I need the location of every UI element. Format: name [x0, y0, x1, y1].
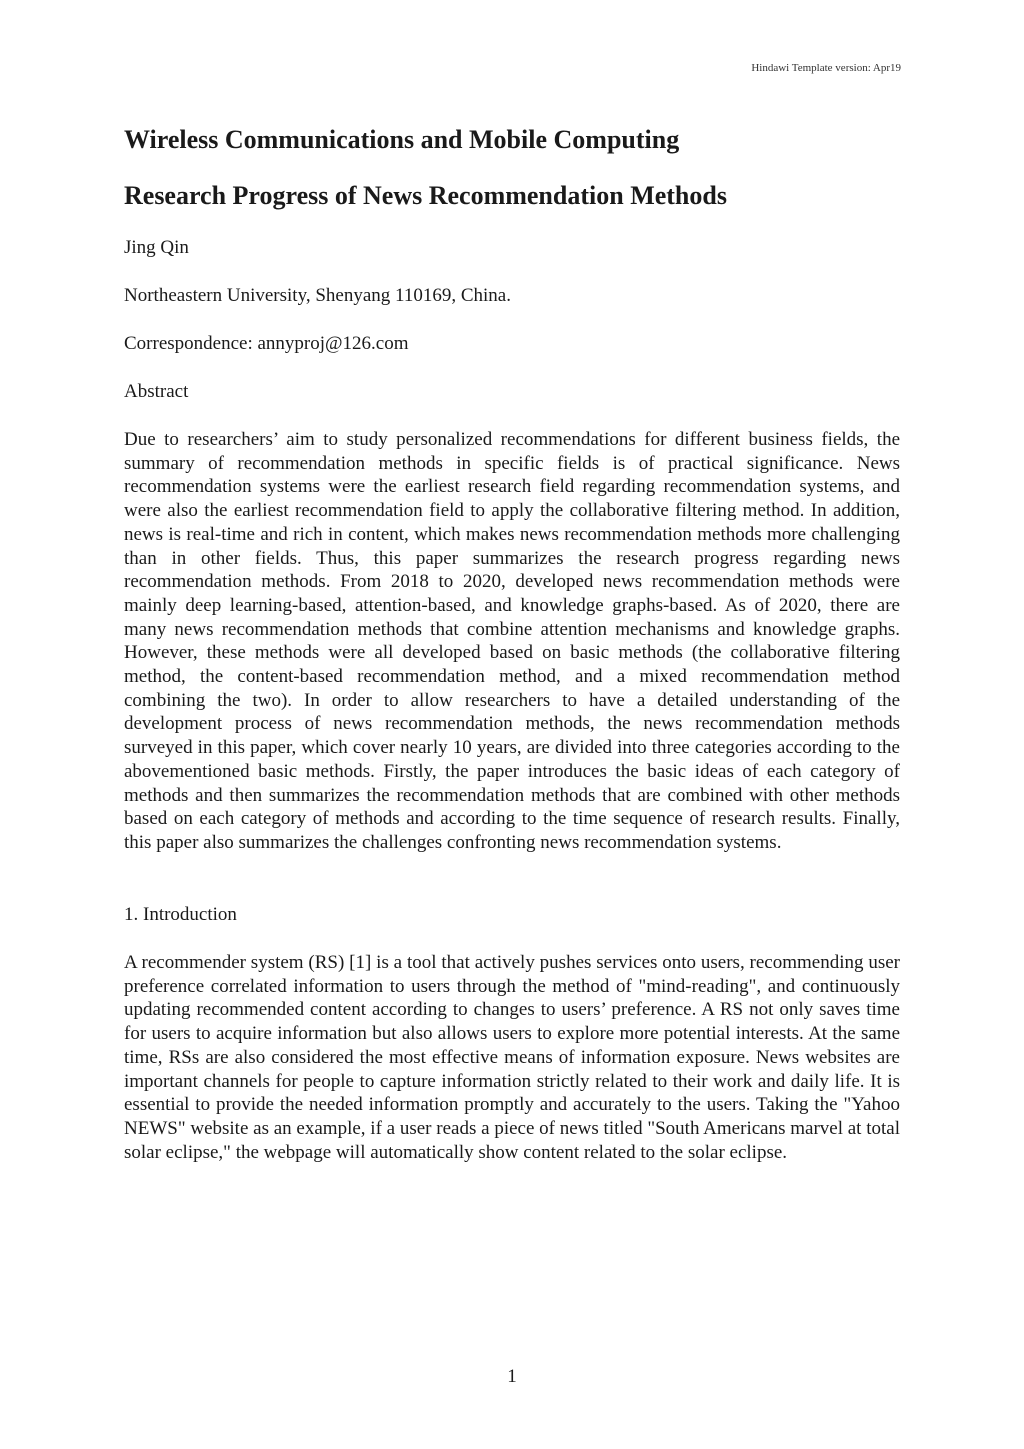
page-number: 1 — [507, 1366, 517, 1387]
introduction-paragraph: A recommender system (RS) [1] is a tool that actively pushes services onto users, recommending user preference correlated information to users through the method of "mind-reading", and continuously updating recommended content according to changes to users’ preference. A RS not only saves time for users to acquire information but also allows users to explore more potential interests. At the same time, RSs are also considered the most effective means of information exposure. News websites are important channels for people to capture information strictly related to their work and daily life. It is essential to provide the needed information promptly and accurately to the users. Taking the "Yahoo NEWS" website as an example, if a user reads a piece of news titled "South Americans marvel at total solar eclipse," the webpage will automatically show content related to the solar eclipse. — [124, 952, 900, 1163]
template-version-label: Hindawi Template version: Apr19 — [751, 62, 901, 74]
abstract-paragraph: Due to researchers’ aim to study personalized recommendations for different business fields, the summary of recommendation methods in specific fields is of practical significance. News recommendation systems were the earliest research field regarding recommendation systems, and were also the earliest recommendation field to apply the collaborative filtering method. In addition, news is real-time and rich in content, which makes news recommendation methods more challenging than in other fields. Thus, this paper summarizes the research progress regarding news recommendation methods. From 2018 to 2020, developed news recommendation methods were mainly deep learning-based, attention-based, and knowledge graphs-based. As of 2020, there are many news recommendation methods that combine attention mechanisms and knowledge graphs. However, these methods were all developed based on basic methods (the collaborative filtering method, the content-based recommendation method, and a mixed recommendation method combining the two). In order to allow researchers to have a detailed understanding of the development process of news recommendation methods, the news recommendation methods surveyed in this paper, which cover nearly 10 years, are divided into three categories according to the abovementioned basic methods. Firstly, the paper introduces the basic ideas of each category of methods and then summarizes the recommendation methods that are combined with other methods based on each category of methods and according to the time sequence of research results. Finally, this paper also summarizes the challenges confronting news recommendation systems. — [124, 429, 900, 853]
author-affiliation: Northeastern University, Shenyang 110169, China. — [124, 285, 511, 306]
abstract-heading: Abstract — [124, 381, 189, 402]
author-name: Jing Qin — [124, 237, 189, 258]
correspondence-email: Correspondence: annyproj@126.com — [124, 333, 409, 354]
paper-title: Research Progress of News Recommendation Methods — [124, 181, 727, 210]
journal-title: Wireless Communications and Mobile Computing — [124, 125, 680, 154]
introduction-heading: 1. Introduction — [124, 904, 237, 925]
